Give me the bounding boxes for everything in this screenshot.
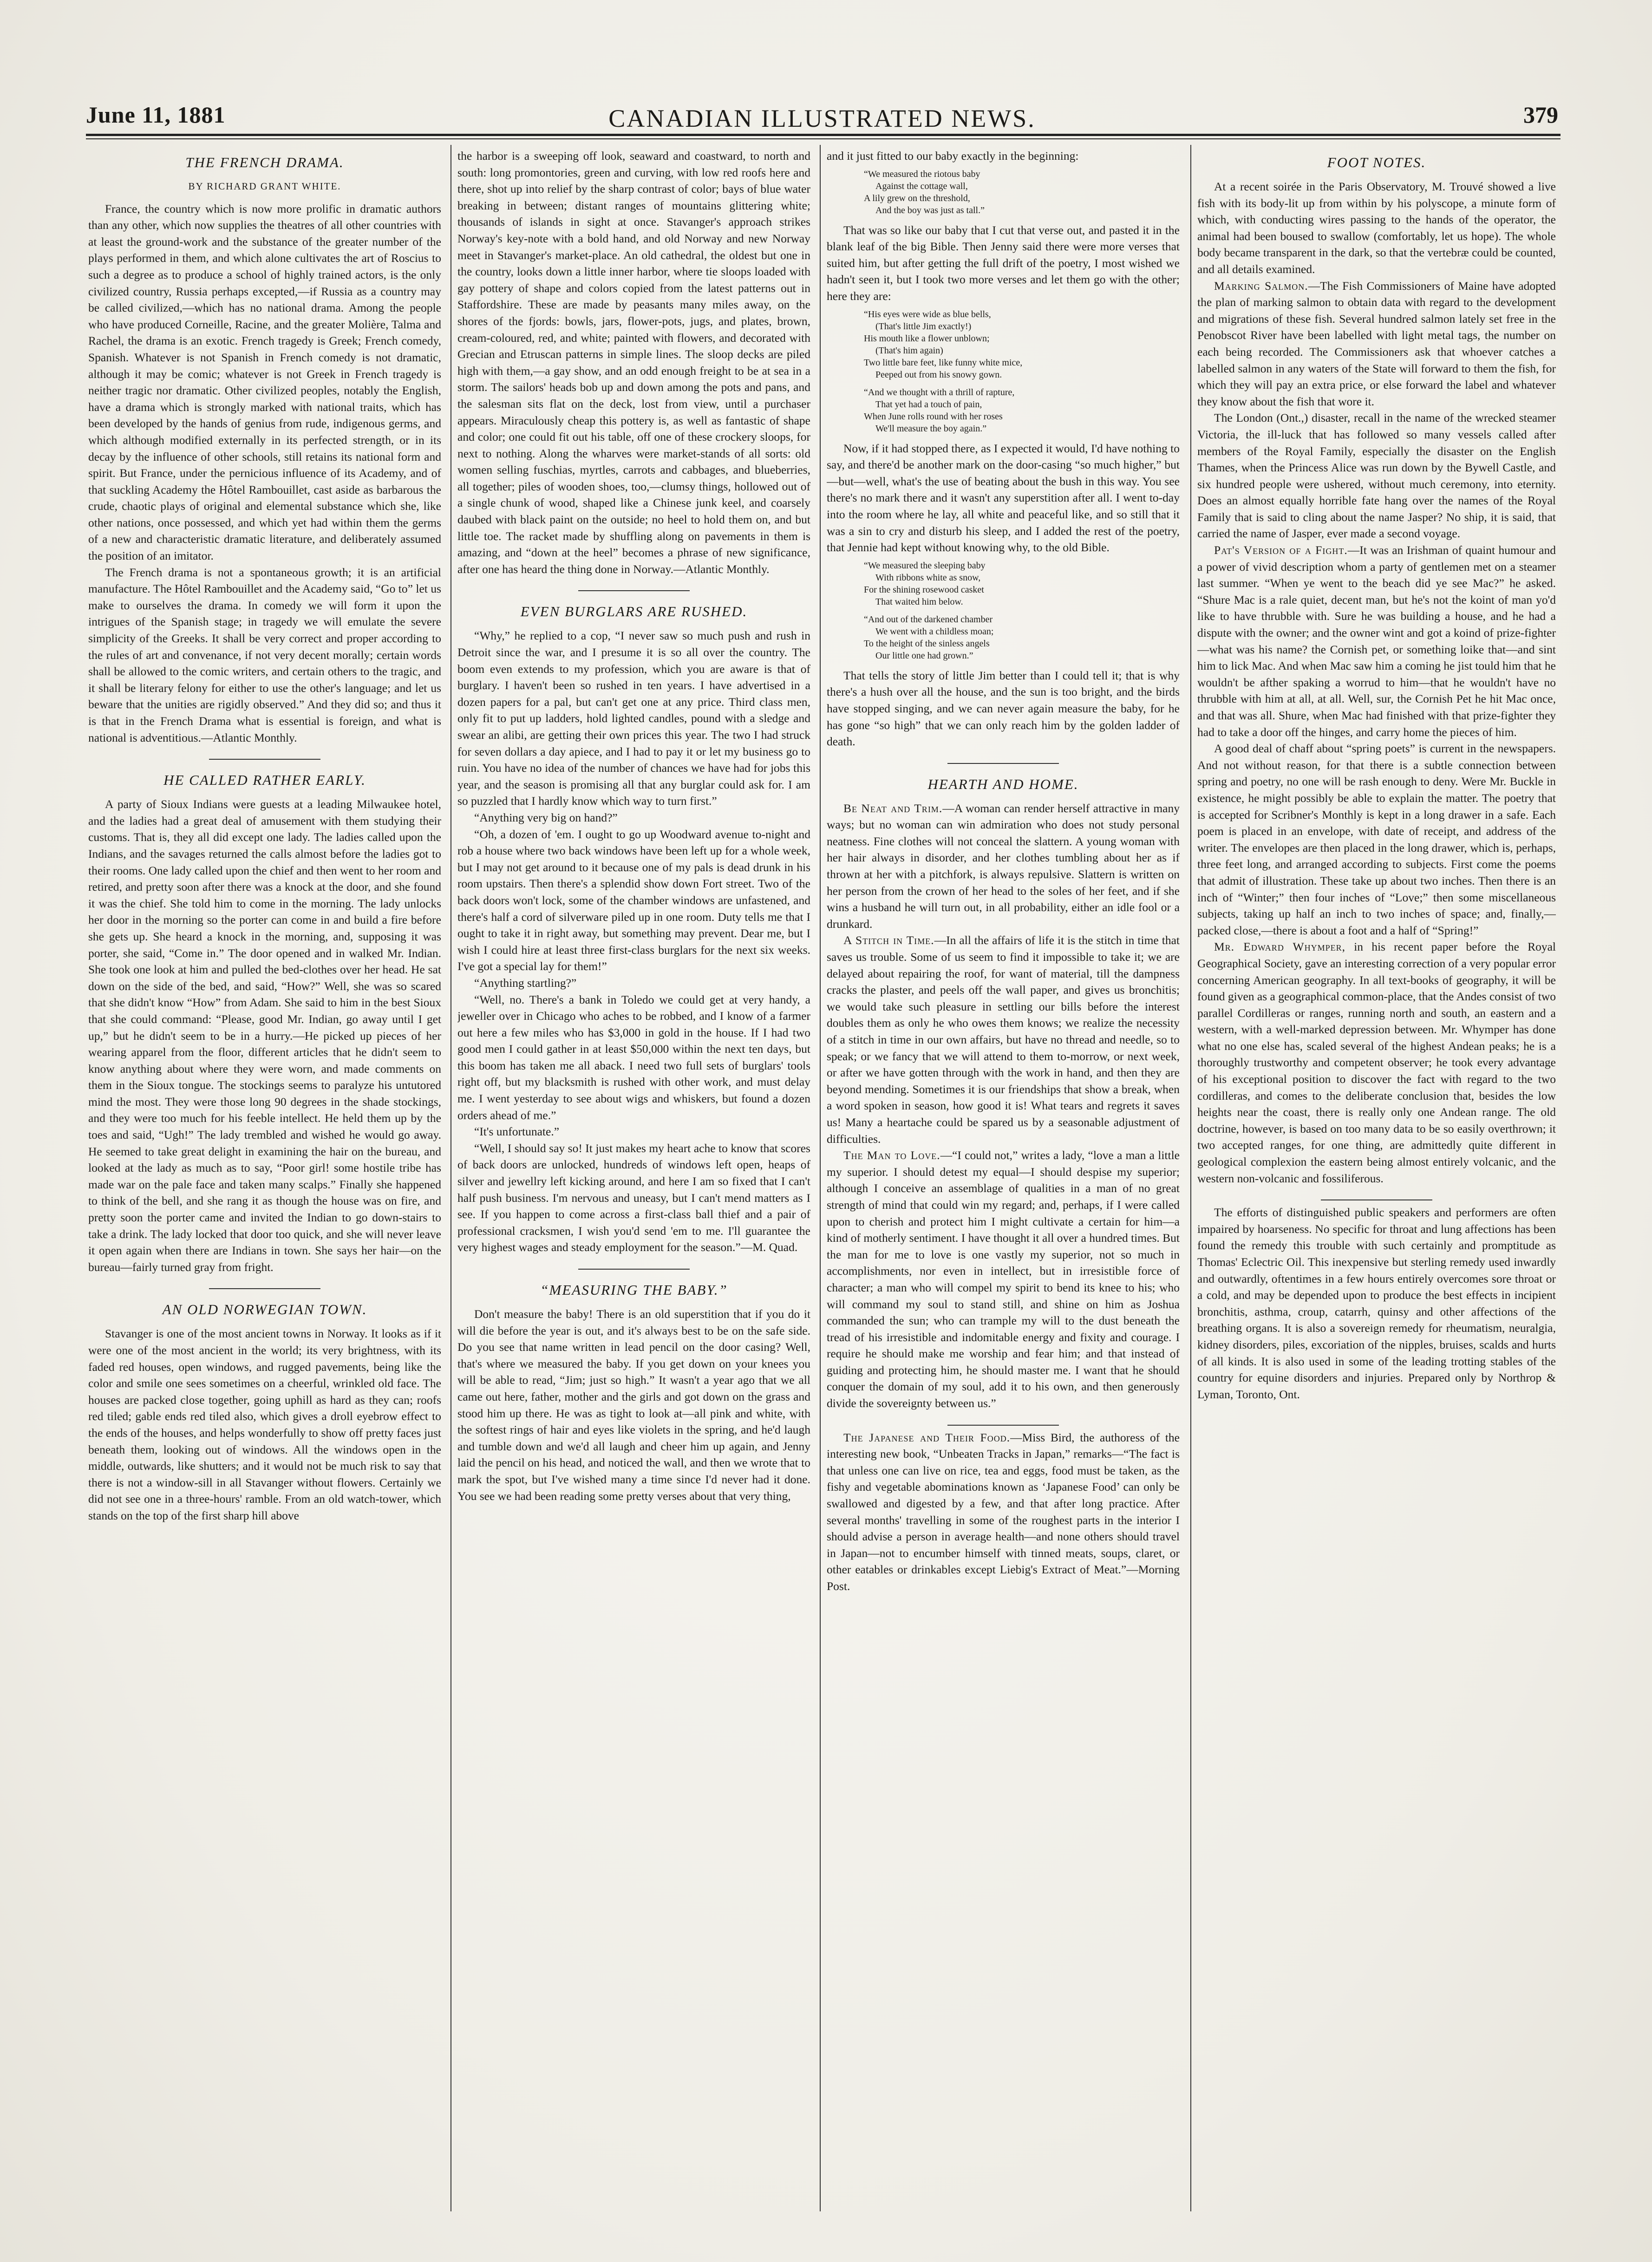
paragraph <box>827 932 1180 1147</box>
column-1 <box>88 148 441 2210</box>
publication-title: CANADIAN ILLUSTRATED NEWS. <box>608 104 1036 132</box>
poem-line: Peeped out from his snowy gown. <box>875 369 1002 380</box>
article-byline: BY RICHARD GRANT WHITE. <box>188 181 341 192</box>
section-separator <box>947 1425 1059 1426</box>
article-title-old-norwegian-town: AN OLD NORWEGIAN TOWN. <box>162 1301 367 1318</box>
paragraph: “It's unfortunate.” <box>474 1125 560 1139</box>
masthead <box>86 101 1558 138</box>
paragraph-lead-in: Be Neat and Trim. <box>843 801 943 815</box>
poem-line: Our little one had grown.” <box>875 650 973 661</box>
paragraph: “Well, I should say so! It just makes my heart ache to know that scores of back doors are unlocked, hundreds of windows left open, heaps of silver and jewellry left kicking around, and here I am so fixed that I can't half push business. I'm nervous and uneasy, but I can't mend matters as I see. If you happen to come across a first-class ball thief and a pair of professional cracksmen, I wish you'd send 'em to me. I'll guarantee the very highest wages and steady employment for the season.”—M. Quad. <box>457 1141 810 1254</box>
paragraph: A good deal of chaff about “spring poets” is current in the newspapers. And not without reason, for that there is a subtle connection between spring and poetry, no one will be rash enough to deny. Were Mr. Buckle in existence, he might possibly be able to explain the matter. The poetry that is accepted for Scribner's Monthly is kept in a long drawer in a safe. Each poem is placed in an envelope, with date of receipt, and address of the writer. The envelopes are then placed in the long drawer, which is, perhaps, three feet long, and arranged according to subjects. First come the poems that admit of illustration. These take up about two inches. Then there is an inch of “Winter;” then four inches of “Love;” then some miscellaneous subjects, taking up half an inch to two inches of space; and, finally,—packed close,—there is about a foot and a half of “Spring!” <box>1197 742 1556 937</box>
paragraph <box>827 800 1180 932</box>
poem-stanza <box>827 560 1180 608</box>
poem-stanza <box>827 613 1180 662</box>
masthead-rule-thin <box>86 138 1561 139</box>
paragraph: The efforts of distinguished public speakers and performers are often impaired by hoarseness. No specific for throat and lung affections has been found the remedy this trouble with such certainly and promptitude as Thomas' Eclectric Oil. This inexpensive but sterling remedy used inwardly and outwardly, oftentimes in a few hours entirely overcomes sore throat or a cold, and may be depended upon to produce the best effects in incipient bronchitis, asthma, croup, catarrh, quinsy and other affections of the breathing organs. It is also a sovereign remedy for rheumatism, neuralgia, kidney disorders, piles, excoriation of the nipples, bruises, scalds and hurts of all kinds. It is also used in some of the leading trotting stables of the country for equine disorders and injuries. Prepared only by Northrop & Lyman, Toronto, Ont. <box>1197 1206 1556 1401</box>
poem-line: (That's little Jim exactly!) <box>875 321 972 332</box>
paragraph-lead-in: A Stitch in Time. <box>843 933 934 947</box>
paragraph: Don't measure the baby! There is an old superstition that if you do it will die before the year is out, and it's always best to be on the safe side. Do you see that name written in lead pencil on the door casing? Well, that's where we measured the baby. If you get down on your knees you will be able to read, “Jim; just so high.” It wasn't a year ago that we all came out here, father, mother and the girls and got down on the grass and stood him up there. He was as tight to look at—all pink and white, with the softest rings of hair and eyes like violets in the spring, and he'd laugh and tumble down and we'd all laugh and cheer him up again, and Jenny laid the pencil on his head, and noticed the wall, and then we wrote that to mark the spot, but I've wished many a time since I'd never had it done. You see we had been reading some pretty verses about that very thing, <box>457 1307 810 1503</box>
poem-line: “We measured the sleeping baby <box>864 560 986 571</box>
column-4 <box>1197 148 1556 2210</box>
poem-verse <box>827 168 1180 216</box>
article-title-french-drama: THE FRENCH DRAMA. <box>185 154 344 170</box>
paragraph: “Anything startling?” <box>474 976 577 990</box>
article-title-he-called-rather-early: HE CALLED RATHER EARLY. <box>163 772 366 789</box>
page-number: 379 <box>1523 102 1558 128</box>
paragraph: The French drama is not a spontaneous growth; it is an artificial manufacture. The Hôtel Rambouillet and the Academy said, “Go to” let us make to ourselves the drama. In comedy we will form it upon the intrigues of the Spanish stage; in tragedy we will emulate the severe simplicity of the Greeks. It shall be very correct and proper according to the rules of art and convenance, if not very decent morally; certain words shall be allowed to the comic writers, and certain others to the tragic, and it shall be literary felony for either to use the other's language; and let us beware that the unities are rigidly observed.” And they did so; and thus it is that in the French Drama what is essential is foreign, and what is national is adventitious.—Atlantic Monthly. <box>88 565 441 744</box>
paragraph: Now, if it had stopped there, as I expected it would, I'd have nothing to say, and there'd be another mark on the door-casing “so much higher,” but—but—well, what's the use of beating about the bush in this way. You see there's no mark there and it wasn't any superstition after all. I went to-day into the room where he lay, all white and peaceful like, and so still that it was a sin to cry and disturb his sleep, and I added the rest of the poetry, that Jennie had kept without knowing why, to the old Bible. <box>827 441 1180 554</box>
poem-line: We'll measure the boy again.” <box>875 423 987 434</box>
section-separator <box>578 590 690 591</box>
section-separator <box>209 1288 320 1289</box>
paragraph <box>827 1147 1180 1412</box>
paragraph-body: in his recent paper before the Royal Geographical Society, gave an interesting correction of a very popular error concerning American geography. In all text-books of geography, it will be found given as a geographical common-place, that the Andes consist of two parallel Cordilleras or ranges, running north and south, an eastern and a western, with a well-marked depression between. Mr. Whymper has done what no one else has, scaled several of the highest Andean peaks; he is a thoroughly trustworthy and competent observer; he took every advantage of his exceptional position to discover the fact with regard to the two cordilleras, and comes to the deliberate conclusion that, besides the low heights near the coast, there is really only one Andean range. The old doctrine, however, is based on too many data to be so easily overthrown; it two accepted ranges, for one thing, are admittedly quite different in geological complexion the eastern being almost entirely volcanic, and the western non-volcanic and fossiliferous. <box>1197 940 1556 1185</box>
paragraph-body: —It was an Irishman of quaint humour and a power of vivid description whom a party of gentlemen met on a steamer last summer. “When ye went to the beach did ye see Mac?” he asked. “Shure Mac is a rale quiet, decent man, but he's not the koint of man yo'd like to have thrubble with. Sure he was building a house, and he had a dispute with the owner; and the owner wint and got a koind of prize-fighter—what was his name? the Cornish pet, or something loike that—and sint him to lick Mac. And when Mac saw him a coming he jist tould him that he wouldn't be afther spaking a worrud to him—that he wouldn't have no thrubble with him at all, at all. Well, sur, the Cornish Pet he hit Mac once, and that was all. Shure, when Mac had finished with that prize-fighter they had to take a door off the hinges, and carry home the pieces of him. <box>1197 543 1556 739</box>
paragraph: and it just fitted to our baby exactly in the beginning: <box>827 149 1079 163</box>
poem-line: “And out of the darkened chamber <box>864 614 993 625</box>
poem-verse <box>827 560 1180 662</box>
masthead-rule-thick <box>86 134 1561 136</box>
paragraph: France, the country which is now more prolific in dramatic authors than any other, which now supplies the theatres of all other countries with at least the ground-work and the substance of the greater number of the plays performed in them, and which alone cultivates the art of Roscius to such a degree as to produce a school of highly trained actors, is the only civilized country, Russia perhaps excepted,—if Russia as a country may be called civilized,—which has no national drama. Among the people who have produced Corneille, Racine, and the greater Molière, Talma and Rachel, the drama is an exotic. French tragedy is Greek; French comedy, Spanish. Whatever is not Spanish in French comedy is not dramatic, although it may be comic; whatever is not Greek in French tragedy is neither tragic nor dramatic. Other civilized peoples, notably the English, have a drama which is strongly marked with national traits, which has been developed by the hands of genius from rude, indigenous germs, and which although modified externally in its perfected strength, or in its decay by the influence of other schools, still retains its national form and spirit. But France, under the pernicious influence of its Academy, and of that suckling Academy the Hôtel Rambouillet, cast aside as barbarous the crude, chaotic plays of original and elemental substance which she, like other nations, once possessed, and which yet had within them the germs of a new and characteristic dramatic literature, and deliberately assumed the position of an imitator. <box>88 202 441 563</box>
poem-line: That waited him below. <box>875 596 963 607</box>
article-title-foot-notes: FOOT NOTES. <box>1327 154 1426 170</box>
poem-verse <box>827 308 1180 435</box>
paragraph-lead-in: The Man to Love. <box>843 1148 940 1162</box>
poem-line: “His eyes were wide as blue bells, <box>864 309 991 319</box>
paragraph <box>1197 542 1556 740</box>
paragraph <box>827 1429 1180 1595</box>
poem-line: And the boy was just as tall.” <box>875 205 985 215</box>
paragraph <box>1197 278 1556 410</box>
column-3 <box>827 148 1180 2210</box>
paragraph-lead-in: Pat's Version of a Fight. <box>1214 543 1348 557</box>
paragraph: That tells the story of little Jim better than I could tell it; that is why there's a hush over all the house, and the sun is too bright, and the birds have stopped singing, and we can never again measure the baby, for he has gone “so high” that we can only reach him by the golden ladder of death. <box>827 668 1180 749</box>
paragraph-body: —A woman can render herself attractive in many ways; but no woman can win admiration who does not study personal neatness. Fine clothes will not conceal the slattern. A young woman with her hair always in disorder, and her clothes tumbling about her as if thrown at her with a pitchfork, is always repulsive. Slattern is written on her person from the crown of her head to the soles of her feet, and if she wins a husband he will turn out, in all probability, either an idle fool or a drunkard. <box>827 801 1180 931</box>
poem-line: “We measured the riotous baby <box>864 169 980 179</box>
poem-line: With ribbons white as snow, <box>875 572 981 583</box>
article-title-hearth-and-home: HEARTH AND HOME. <box>927 776 1079 792</box>
section-separator <box>947 763 1059 764</box>
paragraph: “Oh, a dozen of 'em. I ought to go up Woodward avenue to-night and rob a house where two back windows have been left up for a whole week, but I may not get around to it because one of my pals is dead drunk in his room upstairs. Then there's a splendid show down Fort street. Two of the back doors won't lock, some of the chamber windows are unfastened, and there's half a cord of silverware piled up in one room. Duty tells me that I ought to take it in right away, but something may prevent. Dear me, but I wish I could hire at least three first-class burglars for the next six weeks. I've got a special lay for them!” <box>457 827 810 973</box>
poem-line: Against the cottage wall, <box>875 181 968 191</box>
poem-stanza <box>827 308 1180 381</box>
column-2 <box>457 148 810 2210</box>
poem-line: (That's him again) <box>875 345 943 356</box>
paragraph: A party of Sioux Indians were guests at a leading Milwaukee hotel, and the ladies had a great deal of amusement with them studying their customs. That is, they all did except one lady. The ladies called upon the Indians, and the savages returned the calls almost before the ladies got to their rooms. One lady called upon the chief and then went to her room and retired, and pretty soon after there was a knock at the door, and she found it was the chief. She told him to come in the morning. The lady unlocks her door in the morning so the porter can come in and build a fire before she gets up. She heard a knock in the morning, and, supposing it was porter, she said, “Come in.” The door opened and in walked Mr. Indian. She took one look at him and pulled the bed-clothes over her head. He sat down on the side of the bed, and said, “How?” Well, she was so scared that she didn't know “How” from Adam. She said to him in the best Sioux that she could command: “Please, good Mr. Indian, go away until I get up,” but he didn't seem to be in a hurry.—He picked up pieces of her wearing apparel from the floor, different articles that he didn't seem to know anything about where they were worn, and made comments on them in the Sioux tongue. The stockings seems to paralyze his untutored mind the most. They were those long 90 degrees in the shade stockings, and they were too much for his feeble intellect. He held them up by the toes and said, “Ugh!” The lady trembled and wished he would go away. He seemed to take great delight in examining the hair on the bureau, and looked at the lady as much as to say, “Poor girl! some hostile tribe has made war on the pale face and taken many scalps.” Finally she happened to think of the bell, and she rang it as though the house was on fire, and pretty soon the porter came and invited the Indian to go down-stairs to take a drink. The lady locked that door too quick, and she will never leave it open again when there are Indians in town. She says her hair—on the bureau—fairly turned gray from fright. <box>88 797 441 1274</box>
paragraph <box>1197 939 1556 1186</box>
paragraph: “Why,” he replied to a cop, “I never saw so much push and rush in Detroit since the war, and I presume it is so all over the country. The boom even extends to my profession, which you are aware is that of burglary. I haven't been so rushed in ten years. I have advertised in a dozen papers for a pal, but can't get one at any price. Third class men, only fit to put up ladders, hold lighted candles, pound with a sledge and swear an alibi, are getting their own prices this year. The two I had struck for seven dollars a day apiece, and I had to pay it or let my business go to ruin. You have no idea of the number of chances we have had for jobs this year, and the season is promising all that any burglar could ask for. I am so puzzled that I hardly know which way to turn first.” <box>457 629 810 808</box>
article-title-even-burglars-are-rushed: EVEN BURGLARS ARE RUSHED. <box>520 603 748 620</box>
section-separator <box>209 759 320 760</box>
article-title-measuring-the-baby: “MEASURING THE BABY.” <box>540 1282 728 1298</box>
paragraph: “Well, no. There's a bank in Toledo we could get at very handy, a jeweller over in Chicago who aches to be robbed, and I know of a farmer out here a few miles who has $3,000 in gold in the house. If I had two good men I could gather in at least $50,000 within the next ten days, but this boom has taken me all aback. I need two full sets of burglars' tools right off, but my blacksmith is rushed with other work, and must delay me. I went yesterday to see about wigs and whiskers, but found a dozen orders ahead of me.” <box>457 992 810 1122</box>
paragraph-lead-in: The Japanese and Their Food. <box>843 1430 1011 1444</box>
poem-stanza <box>827 386 1180 435</box>
column-divider <box>1190 145 1191 2211</box>
paragraph: “Anything very big on hand?” <box>474 810 618 824</box>
paragraph-body: —“I could not,” writes a lady, “love a man a little my superior. I should detest my equal—I should despise my superior; although I conceive an assemblage of qualities in a man of no great strength of mind that could win my regard; and, perhaps, if I were called upon to cherish and protect him I might cultivate a certain for him—a kind of motherly sentiment. I have thought it all over a hundred times. But the man for me to love is one vastly my superior, not so much in accomplishments, nor even in intellect, but in irresistible force of character; a man who will compel my spirit to bend its knee to his; who will command my soul to stand still, and shine on him as Joshua commanded the sun; who can trample my will to the dust beneath the tread of his irresistible and indomitable energy and fixity and courage. I require he should make me worship and fear him; and that instead of guiding and protecting him, he should master me. I want that he should conquer the domain of my soul, add it to his own, and then generously divide the sovereignty between us.” <box>827 1148 1180 1410</box>
poem-line: That yet had a touch of pain, <box>875 399 982 410</box>
poem-line: A lily grew on the threshold, <box>864 193 970 203</box>
paragraph-lead-in: Mr. Edward Whymper, <box>1214 940 1345 954</box>
paragraph: Stavanger is one of the most ancient towns in Norway. It looks as if it were one of the most ancient in the world; its very brightness, with its faded red houses, open windows, and rugged pavements, being like the color and smile one sees sometimes on a cheerful, wrinkled old face. The houses are packed close together, going uphill as hard as they can; roofs red tiled; gable ends red tiled also, which gives a droll eyebrow effect to the ends of the houses, and helps wonderfully to show off pretty faces just beneath them, looking out of windows. All the windows open in the middle, outwards, like shutters; and it would not be much risk to say that there is not a window-sill in all Stavanger without flowers. Certainly we did not see one in a three-hours' ramble. From an old watch-tower, which stands on the top of the first sharp hill above <box>88 1327 441 1522</box>
paragraph-body: —The Fish Commissioners of Maine have adopted the plan of marking salmon to obtain data with regard to the development and migrations of these fish. Several hundred salmon lately set free in the Penobscot River have been labelled with light metal tags, the number on each being recorded. The Commissioners ask that whoever catches a labelled salmon in any waters of the State will forward to them the fish, for which they will pay an extra price, or else forward the label and whatever they know about the fish that wore it. <box>1197 279 1556 408</box>
paragraph-body: —Miss Bird, the authoress of the interesting new book, “Unbeaten Tracks in Japan,” remarks—“The fact is that unless one can live on rice, tea and eggs, food must be taken, as the fishy and vegetable abominations known as ‘Japanese Food’ can only be swallowed and digested by a few, and that after long practice. After several months' travelling in some of the roughest parts in the interior I should advise a person in average health—and none others should travel in Japan—not to encumber himself with tinned meats, soups, claret, or other eatables or drinkables except Liebig's Extract of Meat.”—Morning Post. <box>827 1430 1180 1593</box>
paragraph: The London (Ont.,) disaster, recall in the name of the wrecked steamer Victoria, the ill-luck that has followed so many vessels called after members of the Royal Family, especially the disaster on the English Thames, when the Princess Alice was run down by the Bywell Castle, and six hundred people were ushered, without much ceremony, into eternity. Does an almost equally horrible fate hang over the names of the Royal Family that is said to cling about the name Jasper? No ship, it is said, that carried the name of Jasper, ever made a second voyage. <box>1197 411 1556 541</box>
poem-line: For the shining rosewood casket <box>864 584 984 595</box>
section-separator <box>1321 1199 1432 1200</box>
section-separator <box>578 1269 690 1270</box>
paragraph: That was so like our baby that I cut that verse out, and pasted it in the blank leaf of the big Bible. Then Jenny said there were more verses that suited him, but after getting the full drift of the poetry, I most wished we hadn't seen it, but I took two more verses and let them go with the other; here they are: <box>827 223 1180 303</box>
poem-line: “And we thought with a thrill of rapture, <box>864 387 1015 398</box>
paragraph: the harbor is a sweeping off look, seaward and coastward, to north and south: long promontories, green and curving, with low red roofs here and there, shot up into relief by the sharp contrast of color; bays of blue water breaking in between; distant ranges of mountains glittering white; thousands of islands in sight at once. Stavanger's approach strikes Norway's key-note with a bold hand, and old Norway and new Norway meet in Stavanger's market-place. An old cathedral, the oldest but one in the country, looks down a little inner harbor, where tie sloops loaded with gay pottery of shape and colors copied from the latest patterns out in Staffordshire. These are made by peasants many miles away, on the shores of the fjords: bowls, jars, flower-pots, jugs, and plates, brown, cream-coloured, red, and white; painted with flowers, and decorated with Grecian and Etruscan patterns in simple lines. The sloop decks are piled high with them,—a gay show, and an odd enough freight to be at sea in a storm. The sailors' heads bob up and down among the pots and pans, and the salesman sits flat on the deck, lost from view, until a purchaser appears. Miraculously cheap this pottery is, as well as fantastic of shape and color; one could fit out his table, off one of these crockery sloops, for next to nothing. Along the wharves were market-stands of all sorts: old women selling fuschias, myrtles, carrots and cabbages, and blueberries, all together; piles of wooden shoes, too,—clumsy things, hollowed out of a single chunk of wood, shaped like a Chinese junk keel, and coarsely daubed with black paint on the outside; no heel to hold them on, and but little toe. The racket made by shuffling along on pavements in them is amazing, and “down at the heel” becomes a phrase of new significance, after one has heard the thing done in Norway.—Atlantic Monthly. <box>457 149 810 576</box>
column-divider <box>820 145 821 2211</box>
paragraph-body: —In all the affairs of life it is the stitch in time that saves us trouble. Some of us seem to find it impossible to take it; we are delayed about repairing the roof, for want of material, till the dampness cracks the plaster, and peels off the wall paper, and gives us bronchitis; we would take such pleasure in settling our bills before the interest doubles them as only he who owes them knows; we realize the necessity of a stitch in time in our own affairs, but have no thread and needle, so to speak; or we fancy that we will attend to them to-morrow, or next week, or after we have gotten through with the work in hand, and then they are beyond mending. Sometimes it is our friendships that show a break, when a word spoken in season, how good it is! What tears and regrets it saves us! Many a heartache could be spared us by a seasonable adjustment of difficulties. <box>827 933 1180 1146</box>
issue-date: June 11, 1881 <box>86 102 226 128</box>
paragraph: At a recent soirée in the Paris Observatory, M. Trouvé showed a live fish with its body-lit up from within by his polyscope, a minute form of which, with conducting wires passing to the hands of the operator, the animal had been boused to swallow (comfortably, let us hope). The whole body became transparent in the dark, so that the vertebræ could be counted, and all details examined. <box>1197 180 1556 276</box>
poem-line: Two little bare feet, like funny white mice, <box>864 357 1023 368</box>
poem-line: To the height of the sinless angels <box>864 638 990 649</box>
poem-line: When June rolls round with her roses <box>864 411 1003 422</box>
poem-line: We went with a childless moan; <box>875 626 994 637</box>
poem-stanza <box>827 168 1180 216</box>
paragraph-lead-in: Marking Salmon. <box>1214 279 1308 293</box>
poem-line: His mouth like a flower unblown; <box>864 333 990 344</box>
